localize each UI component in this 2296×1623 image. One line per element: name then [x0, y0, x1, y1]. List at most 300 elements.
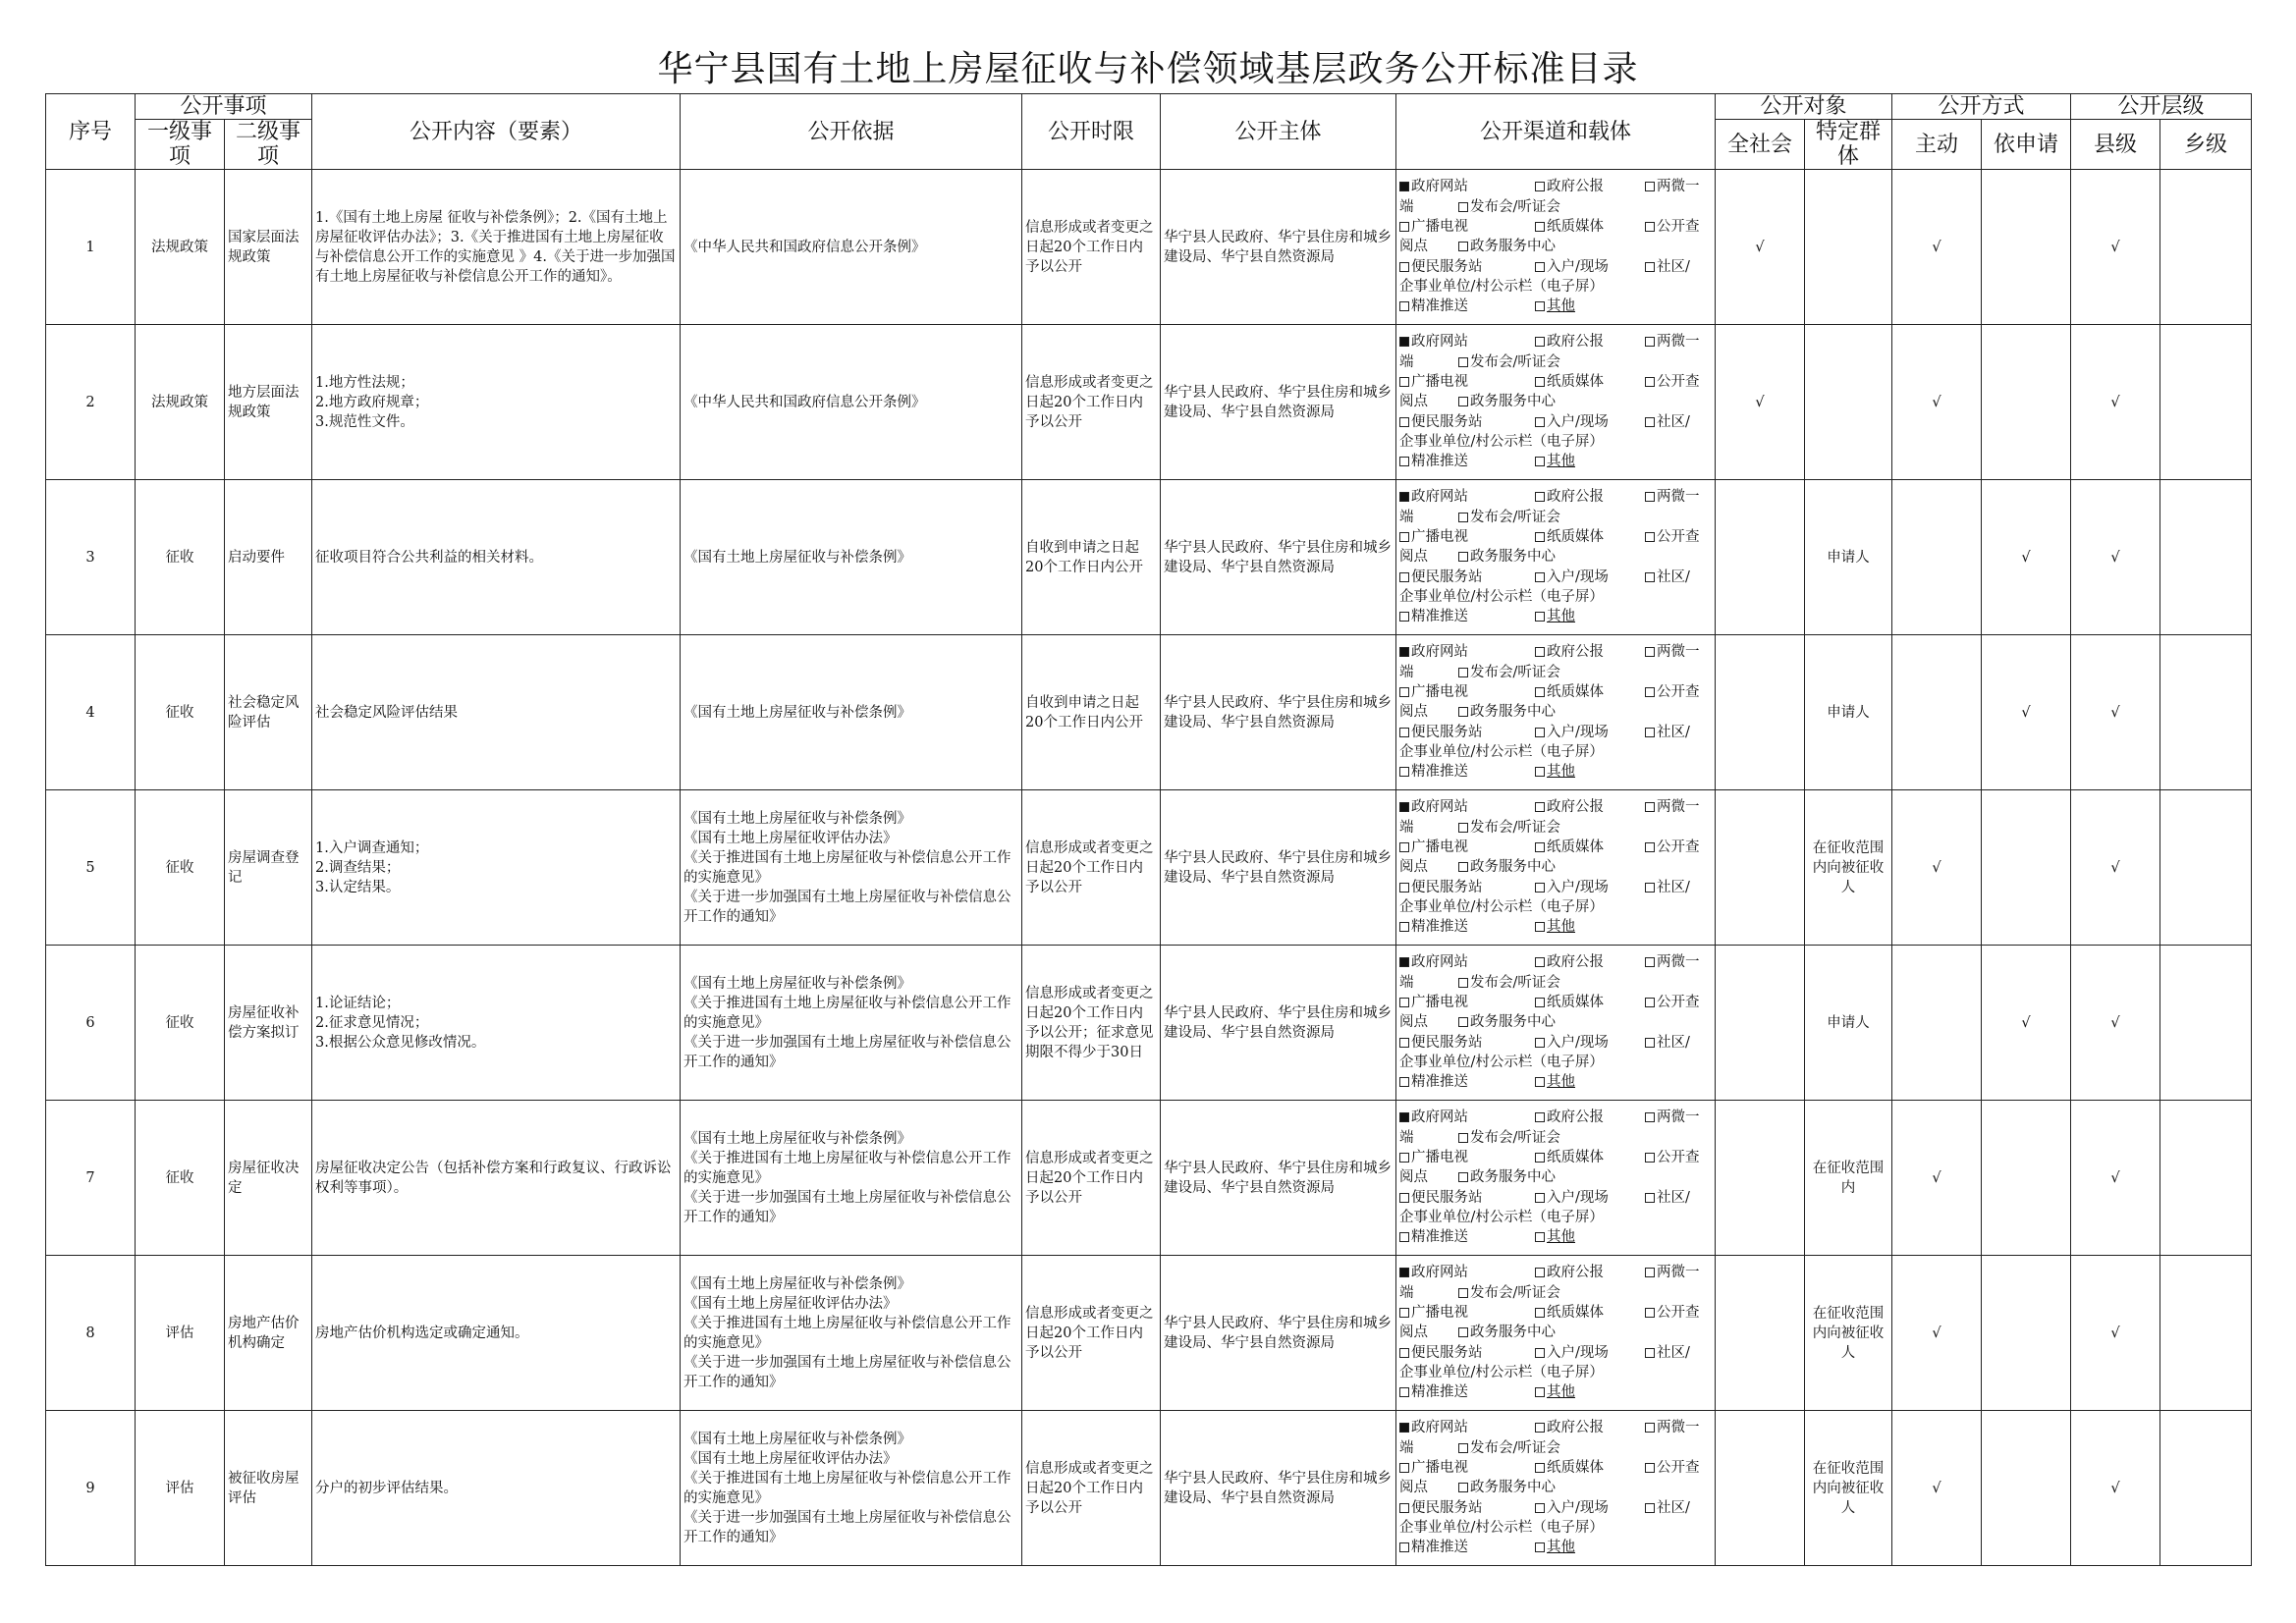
channel-option-label: 端 [1399, 819, 1414, 836]
channel-option-label: 两微一 [1657, 489, 1700, 506]
cell-seq: 9 [46, 1411, 136, 1566]
checkbox-icon [1399, 1463, 1409, 1473]
channel-option-label: 两微一 [1657, 179, 1700, 195]
checkbox-checked-icon [1399, 1112, 1409, 1122]
channel-option-label: 发布会/听证会 [1470, 198, 1560, 215]
channel-option-label: 纸质媒体 [1547, 1305, 1605, 1322]
cell-basis [681, 790, 1022, 946]
cell-channel [1396, 1101, 1716, 1256]
channel-option-label: 社区/ [1657, 1034, 1690, 1051]
channel-options [1399, 1418, 1712, 1557]
table-row [46, 946, 2252, 1101]
channel-option-label: 端 [1399, 1439, 1414, 1456]
checkbox-icon [1535, 492, 1545, 502]
cell-channel [1396, 480, 1716, 635]
header-method-active: 主动 [1892, 120, 1982, 170]
cell-method-request: √ [1982, 635, 2071, 790]
channel-option-label: 端 [1399, 664, 1414, 680]
channel-option-label: 两微一 [1657, 334, 1700, 351]
cell-level-county: √ [2071, 635, 2160, 790]
checkbox-icon [1399, 1153, 1409, 1163]
checkbox-icon [1535, 842, 1545, 852]
checkbox-icon [1645, 572, 1655, 582]
checkbox-icon [1399, 222, 1409, 232]
cell-level2: 房屋调查登记 [225, 790, 312, 946]
cell-time-limit: 信息形成或者变更之日起20个工作日内予以公开；征求意见期限不得少于30日 [1022, 946, 1161, 1101]
channel-option-label: 其他 [1547, 764, 1576, 781]
content-line: 3.认定结果。 [315, 879, 401, 895]
cell-target-all [1716, 946, 1805, 1101]
checkbox-icon [1399, 1348, 1409, 1358]
cell-target-all [1716, 790, 1805, 946]
channel-option-label: 端 [1399, 198, 1414, 215]
checkbox-icon [1645, 1038, 1655, 1048]
checkbox-icon [1535, 572, 1545, 582]
cell-target-specific: 在征收范围内向被征收人 [1805, 1256, 1892, 1411]
cell-level-township [2160, 1256, 2252, 1411]
channel-option-label: 端 [1399, 1129, 1414, 1146]
header-target-specific: 特定群体 [1805, 120, 1892, 170]
channel-option-label: 其他 [1547, 1074, 1576, 1091]
channel-options [1399, 1263, 1712, 1402]
cell-method-request: √ [1982, 480, 2071, 635]
channel-option-label: 公开查 [1657, 1305, 1700, 1322]
channel-option-label: 纸质媒体 [1547, 684, 1605, 701]
channel-option-label: 阅点 [1399, 239, 1429, 255]
checkbox-icon [1399, 262, 1409, 272]
header-content: 公开内容（要素） [312, 94, 681, 170]
channel-option-label: 政务服务中心 [1470, 704, 1557, 721]
cell-level-township [2160, 790, 2252, 946]
checkbox-icon [1399, 301, 1409, 311]
cell-target-all [1716, 1256, 1805, 1411]
checkbox-icon [1535, 457, 1545, 466]
basis-line: 《国有土地上房屋征收与补偿条例》 [683, 975, 912, 992]
channel-option-label: 政务服务中心 [1470, 1169, 1557, 1186]
checkbox-icon [1458, 1288, 1468, 1298]
basis-line: 《国有土地上房屋征收评估办法》 [683, 1295, 898, 1312]
cell-level2: 地方层面法规政策 [225, 325, 312, 480]
channel-option-label: 阅点 [1399, 1169, 1429, 1186]
channel-option-label: 入户/现场 [1547, 724, 1609, 740]
channel-option-label: 阅点 [1399, 394, 1429, 410]
cell-level-township [2160, 1101, 2252, 1256]
cell-target-all: √ [1716, 170, 1805, 325]
checkbox-icon [1458, 1017, 1468, 1027]
checkbox-icon [1535, 1077, 1545, 1087]
basis-line: 《中华人民共和国政府信息公开条例》 [683, 394, 926, 410]
table-row [46, 170, 2252, 325]
checkbox-icon [1535, 337, 1545, 347]
checkbox-icon [1399, 572, 1409, 582]
channel-options [1399, 332, 1712, 471]
channel-options [1399, 952, 1712, 1092]
channel-option-label: 便民服务站 [1411, 258, 1483, 275]
content-line: 2.调查结果； [315, 859, 401, 876]
channel-option-label: 发布会/听证会 [1470, 1439, 1560, 1456]
cell-level-county: √ [2071, 480, 2160, 635]
cell-channel [1396, 1411, 1716, 1566]
basis-line: 《国有土地上房屋征收与补偿条例》 [683, 704, 912, 721]
basis-line: 《国有土地上房屋征收与补偿条例》 [683, 1431, 912, 1447]
cell-method-request: √ [1982, 946, 2071, 1101]
checkbox-icon [1645, 998, 1655, 1007]
checkbox-checked-icon [1399, 1268, 1409, 1277]
channel-option-label: 广播电视 [1411, 219, 1469, 236]
basis-line: 《关于进一步加强国有土地上房屋征收与补偿信息公开工作的通知》 [683, 889, 1011, 925]
checkbox-icon [1535, 262, 1545, 272]
channel-option-label: 其他 [1547, 1229, 1576, 1246]
cell-method-active [1892, 635, 1982, 790]
content-line: 3.规范性文件。 [315, 413, 414, 430]
cell-method-request [1982, 1411, 2071, 1566]
cell-method-active: √ [1892, 790, 1982, 946]
cell-content [312, 1411, 681, 1566]
channel-option-label: 端 [1399, 974, 1414, 991]
channel-option-label: 发布会/听证会 [1470, 1129, 1560, 1146]
checkbox-icon [1399, 1387, 1409, 1397]
checkbox-icon [1645, 1308, 1655, 1318]
cell-target-specific: 申请人 [1805, 946, 1892, 1101]
cell-subject: 华宁县人民政府、华宁县住房和城乡建设局、华宁县自然资源局 [1161, 946, 1396, 1101]
channel-option-label: 广播电视 [1411, 1150, 1469, 1166]
checkbox-icon [1458, 978, 1468, 988]
cell-level2: 启动要件 [225, 480, 312, 635]
cell-content [312, 1101, 681, 1256]
header-target-all: 全社会 [1716, 120, 1805, 170]
checkbox-icon [1645, 417, 1655, 427]
channel-option-label: 精准推送 [1411, 1074, 1469, 1091]
channel-options [1399, 487, 1712, 626]
cell-seq: 7 [46, 1101, 136, 1256]
channel-option-label: 企事业单位/村公示栏（电子屏） [1399, 433, 1604, 450]
checkbox-icon [1458, 397, 1468, 406]
channel-option-label: 企事业单位/村公示栏（电子屏） [1399, 1054, 1604, 1070]
cell-time-limit: 信息形成或者变更之日起20个工作日内予以公开 [1022, 1101, 1161, 1256]
cell-target-all [1716, 1411, 1805, 1566]
basis-line: 《中华人民共和国政府信息公开条例》 [683, 239, 926, 255]
cell-seq: 8 [46, 1256, 136, 1411]
cell-level1: 征收 [136, 946, 225, 1101]
channel-option-label: 社区/ [1657, 1189, 1690, 1206]
channel-option-label: 阅点 [1399, 859, 1429, 876]
table-row [46, 635, 2252, 790]
cell-target-specific: 在征收范围内向被征收人 [1805, 1411, 1892, 1566]
checkbox-icon [1645, 957, 1655, 967]
channel-option-label: 便民服务站 [1411, 1499, 1483, 1516]
cell-level-county: √ [2071, 170, 2160, 325]
checkbox-checked-icon [1399, 1423, 1409, 1433]
cell-channel [1396, 946, 1716, 1101]
checkbox-icon [1399, 1503, 1409, 1513]
channel-option-label: 阅点 [1399, 1325, 1429, 1341]
cell-level-township [2160, 1411, 2252, 1566]
channel-option-label: 端 [1399, 1284, 1414, 1301]
checkbox-icon [1399, 1308, 1409, 1318]
cell-level-township [2160, 325, 2252, 480]
checkbox-icon [1399, 532, 1409, 542]
channel-option-label: 社区/ [1657, 258, 1690, 275]
cell-level1: 征收 [136, 1101, 225, 1256]
channel-option-label: 纸质媒体 [1547, 839, 1605, 856]
cell-time-limit: 信息形成或者变更之日起20个工作日内予以公开 [1022, 1411, 1161, 1566]
channel-option-label: 政府网站 [1411, 644, 1469, 661]
channel-option-label: 公开查 [1657, 219, 1700, 236]
table-row [46, 1101, 2252, 1256]
channel-option-label: 政府公报 [1547, 334, 1605, 351]
checkbox-icon [1535, 1153, 1545, 1163]
channel-option-label: 政务服务中心 [1470, 859, 1557, 876]
channel-option-label: 公开查 [1657, 1150, 1700, 1166]
channel-option-label: 其他 [1547, 1540, 1576, 1556]
basis-line: 《关于进一步加强国有土地上房屋征收与补偿信息公开工作的通知》 [683, 1189, 1011, 1225]
channel-option-label: 广播电视 [1411, 995, 1469, 1011]
cell-target-all [1716, 480, 1805, 635]
channel-option-label: 阅点 [1399, 704, 1429, 721]
checkbox-icon [1535, 687, 1545, 697]
checkbox-icon [1399, 417, 1409, 427]
cell-basis [681, 1101, 1022, 1256]
channel-option-label: 便民服务站 [1411, 1189, 1483, 1206]
channel-options [1399, 797, 1712, 937]
checkbox-icon [1458, 862, 1468, 872]
checkbox-checked-icon [1399, 492, 1409, 502]
checkbox-icon [1458, 707, 1468, 717]
checkbox-icon [1645, 377, 1655, 387]
checkbox-icon [1535, 1542, 1545, 1552]
cell-content [312, 635, 681, 790]
channel-option-label: 企事业单位/村公示栏（电子屏） [1399, 1209, 1604, 1225]
cell-level1: 评估 [136, 1411, 225, 1566]
basis-line: 《国有土地上房屋征收与补偿条例》 [683, 549, 912, 566]
channel-option-label: 纸质媒体 [1547, 374, 1605, 391]
checkbox-icon [1645, 262, 1655, 272]
content-line: 1.《国有土地上房屋 征收与补偿条例》；2.《国有土地上房屋征收评估办法》；3.《关于推进国有土地上房屋征收与补偿信息公开工作的实施意见 》4.《关于进一步加强国有土地上房屋征收与补偿信息公开工作的通知》。 [315, 209, 676, 285]
cell-target-specific: 申请人 [1805, 480, 1892, 635]
checkbox-icon [1458, 513, 1468, 522]
channel-option-label: 发布会/听证会 [1470, 1284, 1560, 1301]
channel-option-label: 社区/ [1657, 879, 1690, 895]
channel-option-label: 纸质媒体 [1547, 1460, 1605, 1477]
basis-line: 《关于推进国有土地上房屋征收与补偿信息公开工作的实施意见》 [683, 1150, 1011, 1186]
channel-option-label: 公开查 [1657, 684, 1700, 701]
checkbox-icon [1399, 728, 1409, 737]
cell-subject: 华宁县人民政府、华宁县住房和城乡建设局、华宁县自然资源局 [1161, 1411, 1396, 1566]
cell-seq: 3 [46, 480, 136, 635]
checkbox-icon [1399, 883, 1409, 893]
checkbox-icon [1535, 1503, 1545, 1513]
checkbox-icon [1535, 728, 1545, 737]
checkbox-checked-icon [1399, 957, 1409, 967]
cell-subject: 华宁县人民政府、华宁县住房和城乡建设局、华宁县自然资源局 [1161, 790, 1396, 946]
cell-subject: 华宁县人民政府、华宁县住房和城乡建设局、华宁县自然资源局 [1161, 1256, 1396, 1411]
checkbox-icon [1535, 1232, 1545, 1242]
cell-level1: 评估 [136, 1256, 225, 1411]
table-row [46, 325, 2252, 480]
channel-option-label: 两微一 [1657, 1420, 1700, 1436]
channel-option-label: 政府网站 [1411, 954, 1469, 971]
checkbox-icon [1535, 883, 1545, 893]
channel-option-label: 精准推送 [1411, 1384, 1469, 1401]
checkbox-icon [1458, 1172, 1468, 1182]
checkbox-icon [1458, 668, 1468, 677]
channel-option-label: 其他 [1547, 919, 1576, 936]
channel-option-label: 入户/现场 [1547, 1499, 1609, 1516]
checkbox-icon [1645, 1423, 1655, 1433]
channel-option-label: 纸质媒体 [1547, 219, 1605, 236]
checkbox-icon [1645, 1112, 1655, 1122]
content-line: 社会稳定风险评估结果 [315, 704, 459, 721]
content-line: 2.地方政府规章； [315, 394, 429, 410]
cell-method-active: √ [1892, 1101, 1982, 1256]
cell-seq: 6 [46, 946, 136, 1101]
cell-method-request [1982, 325, 2071, 480]
content-line: 征收项目符合公共利益的相关材料。 [315, 549, 544, 566]
channel-option-label: 便民服务站 [1411, 724, 1483, 740]
checkbox-icon [1399, 1077, 1409, 1087]
basis-line: 《关于推进国有土地上房屋征收与补偿信息公开工作的实施意见》 [683, 995, 1011, 1031]
channel-option-label: 企事业单位/村公示栏（电子屏） [1399, 588, 1604, 605]
checkbox-icon [1535, 222, 1545, 232]
channel-option-label: 发布会/听证会 [1470, 509, 1560, 525]
basis-line: 《关于进一步加强国有土地上房屋征收与补偿信息公开工作的通知》 [683, 1509, 1011, 1545]
checkbox-icon [1645, 1463, 1655, 1473]
checkbox-icon [1399, 457, 1409, 466]
checkbox-icon [1535, 1193, 1545, 1203]
channel-option-label: 便民服务站 [1411, 879, 1483, 895]
cell-content [312, 325, 681, 480]
cell-target-specific: 在征收范围内向被征收人 [1805, 790, 1892, 946]
basis-line: 《国有土地上房屋征收评估办法》 [683, 830, 898, 846]
channel-option-label: 企事业单位/村公示栏（电子屏） [1399, 1519, 1604, 1536]
checkbox-icon [1645, 1153, 1655, 1163]
checkbox-checked-icon [1399, 182, 1409, 191]
channel-option-label: 精准推送 [1411, 919, 1469, 936]
basis-line: 《国有土地上房屋征收与补偿条例》 [683, 810, 912, 827]
cell-method-active: √ [1892, 1411, 1982, 1566]
checkbox-icon [1399, 922, 1409, 932]
basis-line: 《关于进一步加强国有土地上房屋征收与补偿信息公开工作的通知》 [683, 1354, 1011, 1390]
channel-option-label: 其他 [1547, 298, 1576, 315]
table-row [46, 480, 2252, 635]
checkbox-icon [1399, 1542, 1409, 1552]
cell-level-county: √ [2071, 1101, 2160, 1256]
cell-subject: 华宁县人民政府、华宁县住房和城乡建设局、华宁县自然资源局 [1161, 1101, 1396, 1256]
cell-level2: 被征收房屋评估 [225, 1411, 312, 1566]
cell-level1: 法规政策 [136, 170, 225, 325]
channel-option-label: 政府公报 [1547, 644, 1605, 661]
checkbox-icon [1645, 222, 1655, 232]
cell-target-specific [1805, 325, 1892, 480]
checkbox-icon [1535, 1112, 1545, 1122]
cell-time-limit: 信息形成或者变更之日起20个工作日内予以公开 [1022, 325, 1161, 480]
checkbox-icon [1645, 1348, 1655, 1358]
checkbox-icon [1399, 1232, 1409, 1242]
checkbox-icon [1535, 612, 1545, 622]
channel-option-label: 公开查 [1657, 529, 1700, 546]
content-line: 1.入户调查通知； [315, 839, 429, 856]
basis-line: 《国有土地上房屋征收与补偿条例》 [683, 1275, 912, 1292]
checkbox-icon [1535, 1268, 1545, 1277]
cell-target-all [1716, 1101, 1805, 1256]
content-line: 房地产估价机构选定或确定通知。 [315, 1325, 529, 1341]
checkbox-icon [1645, 802, 1655, 812]
table-row [46, 790, 2252, 946]
checkbox-icon [1535, 1348, 1545, 1358]
channel-option-label: 入户/现场 [1547, 413, 1609, 430]
channel-option-label: 广播电视 [1411, 529, 1469, 546]
channel-option-label: 发布会/听证会 [1470, 353, 1560, 370]
channel-option-label: 入户/现场 [1547, 258, 1609, 275]
channel-option-label: 政府公报 [1547, 1420, 1605, 1436]
channel-option-label: 政府网站 [1411, 799, 1469, 816]
checkbox-icon [1535, 182, 1545, 191]
basis-line: 《关于推进国有土地上房屋征收与补偿信息公开工作的实施意见》 [683, 849, 1011, 886]
cell-basis [681, 480, 1022, 635]
channel-option-label: 政府公报 [1547, 1109, 1605, 1126]
cell-target-specific [1805, 170, 1892, 325]
cell-level2: 房屋征收补偿方案拟订 [225, 946, 312, 1101]
checkbox-icon [1535, 417, 1545, 427]
channel-option-label: 便民服务站 [1411, 1034, 1483, 1051]
cell-seq: 2 [46, 325, 136, 480]
checkbox-icon [1645, 728, 1655, 737]
cell-method-request [1982, 1101, 2071, 1256]
channel-option-label: 广播电视 [1411, 684, 1469, 701]
channel-option-label: 纸质媒体 [1547, 995, 1605, 1011]
table-row [46, 1256, 2252, 1411]
channel-option-label: 政府公报 [1547, 1265, 1605, 1281]
header-channel: 公开渠道和载体 [1396, 94, 1716, 170]
channel-option-label: 社区/ [1657, 413, 1690, 430]
cell-content [312, 790, 681, 946]
header-item-level2: 二级事项 [225, 120, 312, 170]
channel-option-label: 发布会/听证会 [1470, 974, 1560, 991]
cell-basis [681, 1411, 1022, 1566]
cell-subject: 华宁县人民政府、华宁县住房和城乡建设局、华宁县自然资源局 [1161, 635, 1396, 790]
content-line: 2.征求意见情况； [315, 1014, 429, 1031]
cell-target-specific: 申请人 [1805, 635, 1892, 790]
channel-option-label: 发布会/听证会 [1470, 819, 1560, 836]
channel-option-label: 两微一 [1657, 799, 1700, 816]
channel-option-label: 精准推送 [1411, 1229, 1469, 1246]
checkbox-icon [1645, 1193, 1655, 1203]
catalog-table [45, 93, 2252, 1566]
channel-option-label: 广播电视 [1411, 1460, 1469, 1477]
cell-level-county: √ [2071, 790, 2160, 946]
channel-option-label: 政务服务中心 [1470, 394, 1557, 410]
header-time-limit: 公开时限 [1022, 94, 1161, 170]
checkbox-icon [1458, 823, 1468, 833]
channel-options [1399, 177, 1712, 316]
channel-option-label: 政府网站 [1411, 1265, 1469, 1281]
content-line: 1.地方性法规； [315, 374, 414, 391]
channel-option-label: 社区/ [1657, 724, 1690, 740]
cell-level-county: √ [2071, 325, 2160, 480]
cell-target-specific: 在征收范围内 [1805, 1101, 1892, 1256]
channel-option-label: 政府网站 [1411, 179, 1469, 195]
checkbox-icon [1399, 842, 1409, 852]
cell-seq: 1 [46, 170, 136, 325]
basis-line: 《关于进一步加强国有土地上房屋征收与补偿信息公开工作的通知》 [683, 1034, 1011, 1070]
header-target-group: 公开对象 [1716, 94, 1892, 120]
basis-line: 《国有土地上房屋征收评估办法》 [683, 1450, 898, 1467]
checkbox-icon [1645, 182, 1655, 191]
header-subject: 公开主体 [1161, 94, 1396, 170]
channel-option-label: 政务服务中心 [1470, 239, 1557, 255]
channel-option-label: 企事业单位/村公示栏（电子屏） [1399, 1364, 1604, 1380]
header-method-group: 公开方式 [1892, 94, 2071, 120]
